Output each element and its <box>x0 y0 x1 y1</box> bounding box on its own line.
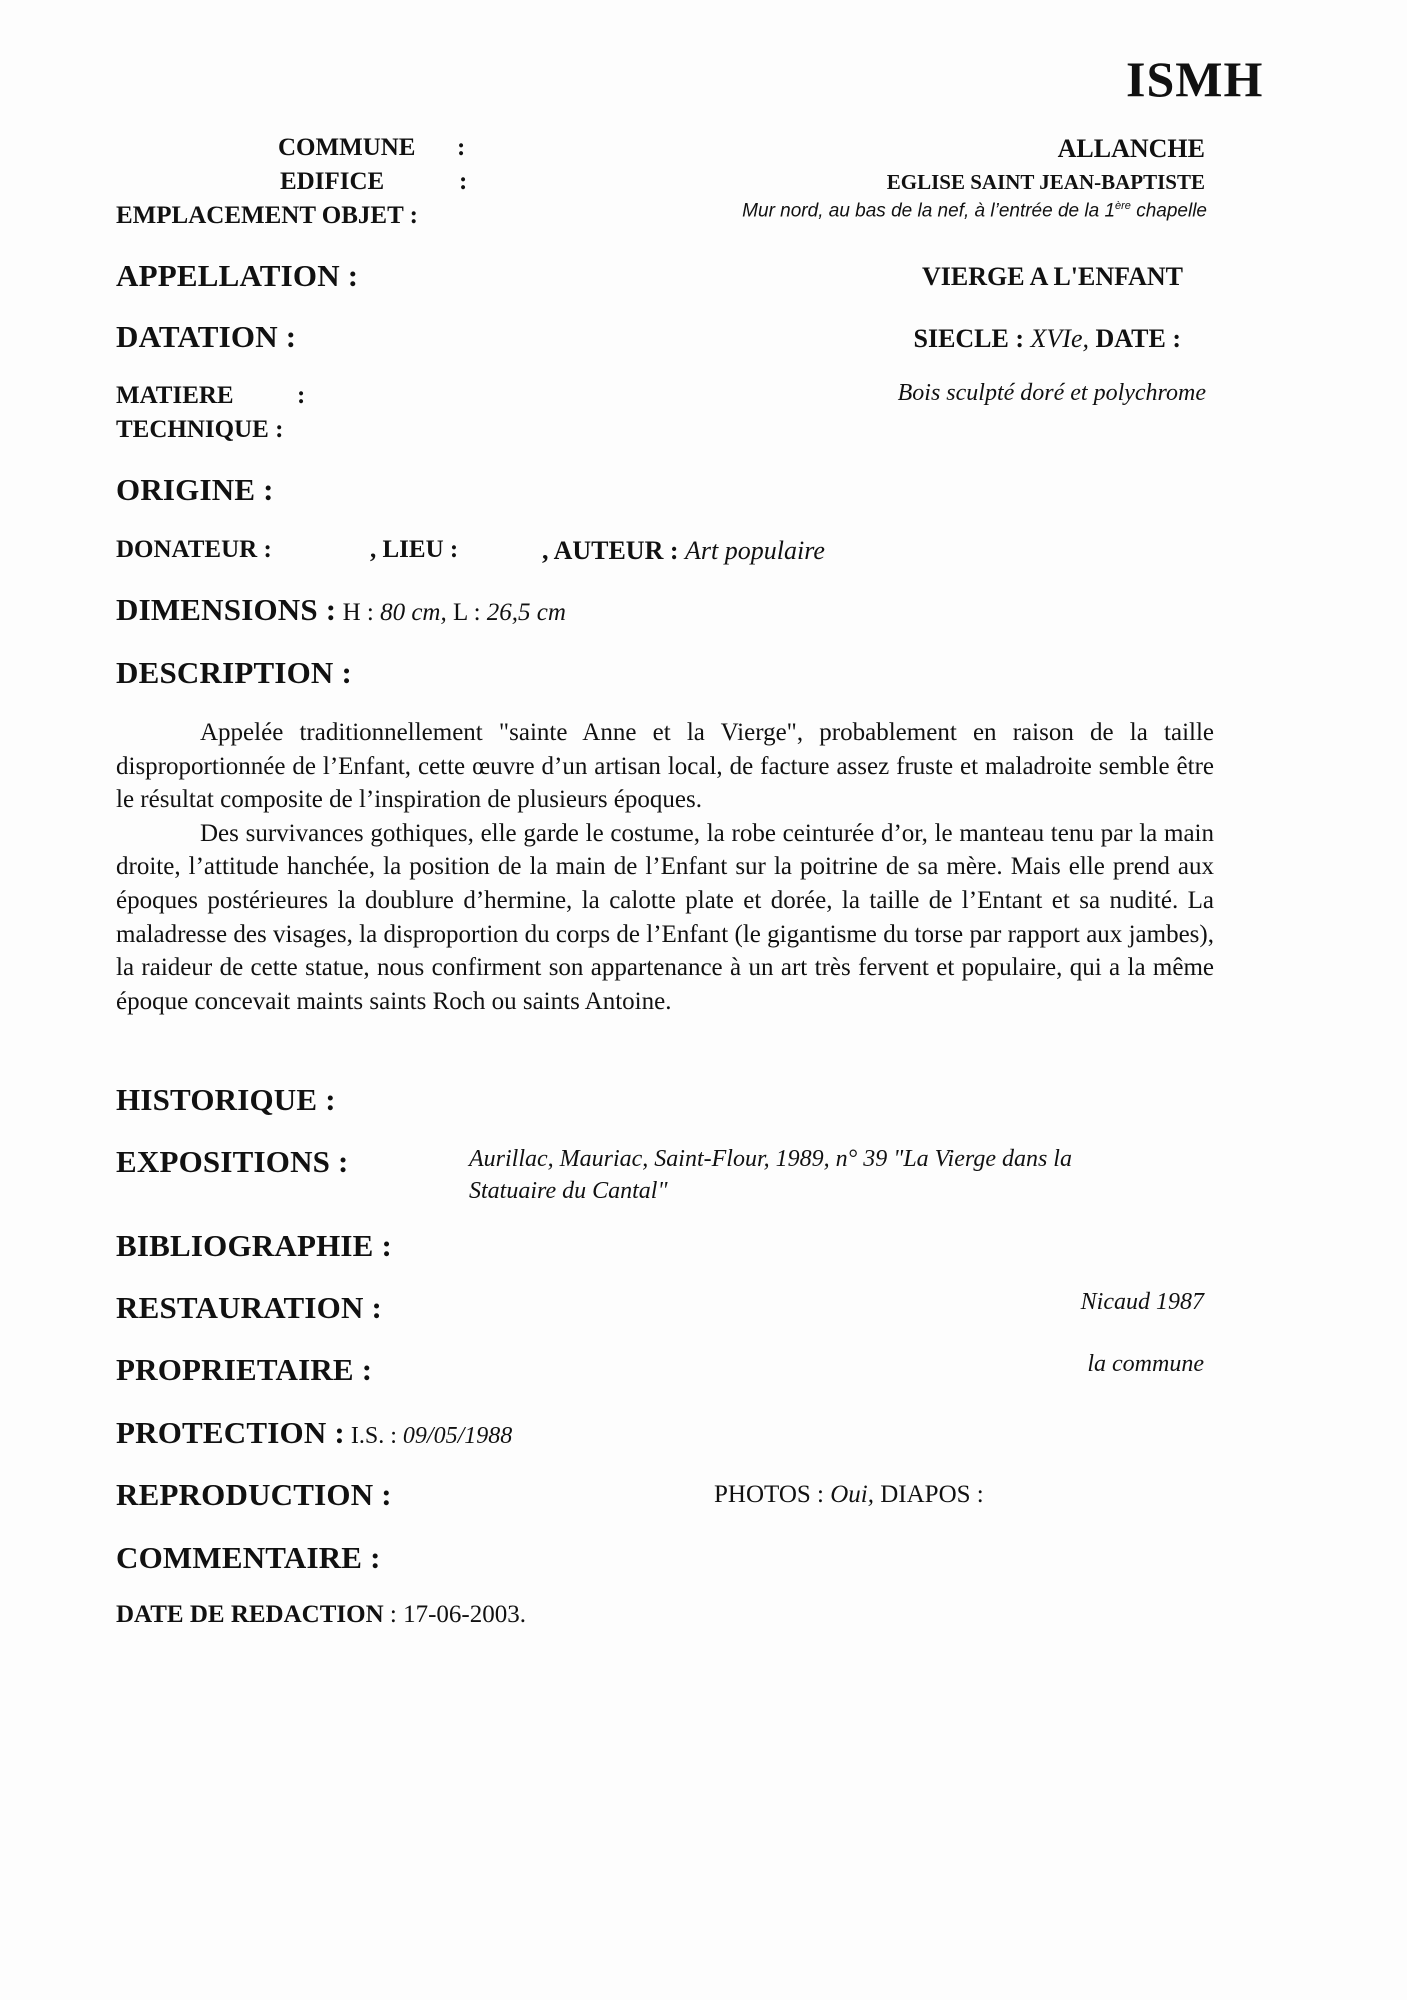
technique-label: TECHNIQUE : <box>116 416 284 443</box>
description-label: DESCRIPTION : <box>116 655 353 690</box>
matiere-colon: : <box>297 382 306 409</box>
emplacement-value: Mur nord, au bas de la nef, à l’entrée de la 1ère chapelle <box>742 200 1207 222</box>
donateur-label: DONATEUR : <box>116 536 272 563</box>
description-paragraph-2: Des survivances gothiques, elle garde le costume, la robe ceinturée d’or, le manteau tenu par la main droite, l’attitude hanchée, la position de la main de l’Enfant sur la poitrine de sa mère. Mais elle prend aux époques postérieures la doublure d’hermine, la calotte plate et dorée, la taille de l’Entant et sa nudité. La maladresse des visages, la disproportion du corps de l’Enfant (le gigantisme du torse par rapport aux jambes), la raideur de cette statue, nous confirment son appartenance à un art très fervent et populaire, qui a la même époque concevait maints saints Roch ou saints Antoine. <box>116 819 1214 1015</box>
expositions-label: EXPOSITIONS : <box>116 1144 349 1179</box>
document-code: ISMH <box>1126 51 1264 107</box>
commune-value: ALLANCHE <box>1057 134 1205 163</box>
edifice-colon: : <box>459 168 468 195</box>
edifice-label: EDIFICE <box>280 168 385 195</box>
siecle-date: SIECLE : XVIe, DATE : <box>913 324 1181 353</box>
expositions-value: Aurillac, Mauriac, Saint-Flour, 1989, n° 39 "La Vierge dans la Statuaire du Cantal" <box>469 1146 1072 1204</box>
date-redaction-field: DATE DE REDACTION : 17-06-2003. <box>116 1601 526 1628</box>
matiere-value: Bois sculpté doré et polychrome <box>897 380 1206 406</box>
description-paragraph-1: Appelée traditionnellement "sainte Anne et la Vierge", probablement en raison de la taille disproportionnée de l’Enfant, cette œuvre d’un artisan local, de facture assez fruste et maladroite semble être le résultat composite de l’inspiration de plusieurs époques. <box>116 719 1214 814</box>
restauration-label: RESTAURATION : <box>116 1290 383 1325</box>
appellation-label: APPELLATION : <box>116 258 359 293</box>
lieu-label: , LIEU : <box>370 536 459 563</box>
matiere-label: MATIERE <box>116 382 234 409</box>
auteur-field: , AUTEUR : Art populaire <box>542 536 825 565</box>
edifice-value: EGLISE SAINT JEAN-BAPTISTE <box>886 170 1205 194</box>
commentaire-label: COMMENTAIRE : <box>116 1540 381 1575</box>
emplacement-label: EMPLACEMENT OBJET : <box>116 202 418 229</box>
appellation-value: VIERGE A L'ENFANT <box>921 262 1183 291</box>
proprietaire-value: la commune <box>1087 1351 1204 1377</box>
description-text <box>116 716 1214 1018</box>
datation-label: DATATION : <box>116 319 297 354</box>
commune-colon: : <box>457 134 466 161</box>
photos-field: PHOTOS : Oui, DIAPOS : <box>714 1481 984 1508</box>
historique-label: HISTORIQUE : <box>116 1082 336 1117</box>
commune-label: COMMUNE <box>278 134 416 161</box>
reproduction-label: REPRODUCTION : <box>116 1477 392 1512</box>
bibliographie-label: BIBLIOGRAPHIE : <box>116 1228 393 1263</box>
dimensions-field: DIMENSIONS : H : 80 cm, L : 26,5 cm <box>116 592 566 627</box>
proprietaire-label: PROPRIETAIRE : <box>116 1352 373 1387</box>
restauration-value: Nicaud 1987 <box>1080 1289 1204 1315</box>
origine-label: ORIGINE : <box>116 472 274 507</box>
protection-field: PROTECTION : I.S. : 09/05/1988 <box>116 1415 513 1450</box>
